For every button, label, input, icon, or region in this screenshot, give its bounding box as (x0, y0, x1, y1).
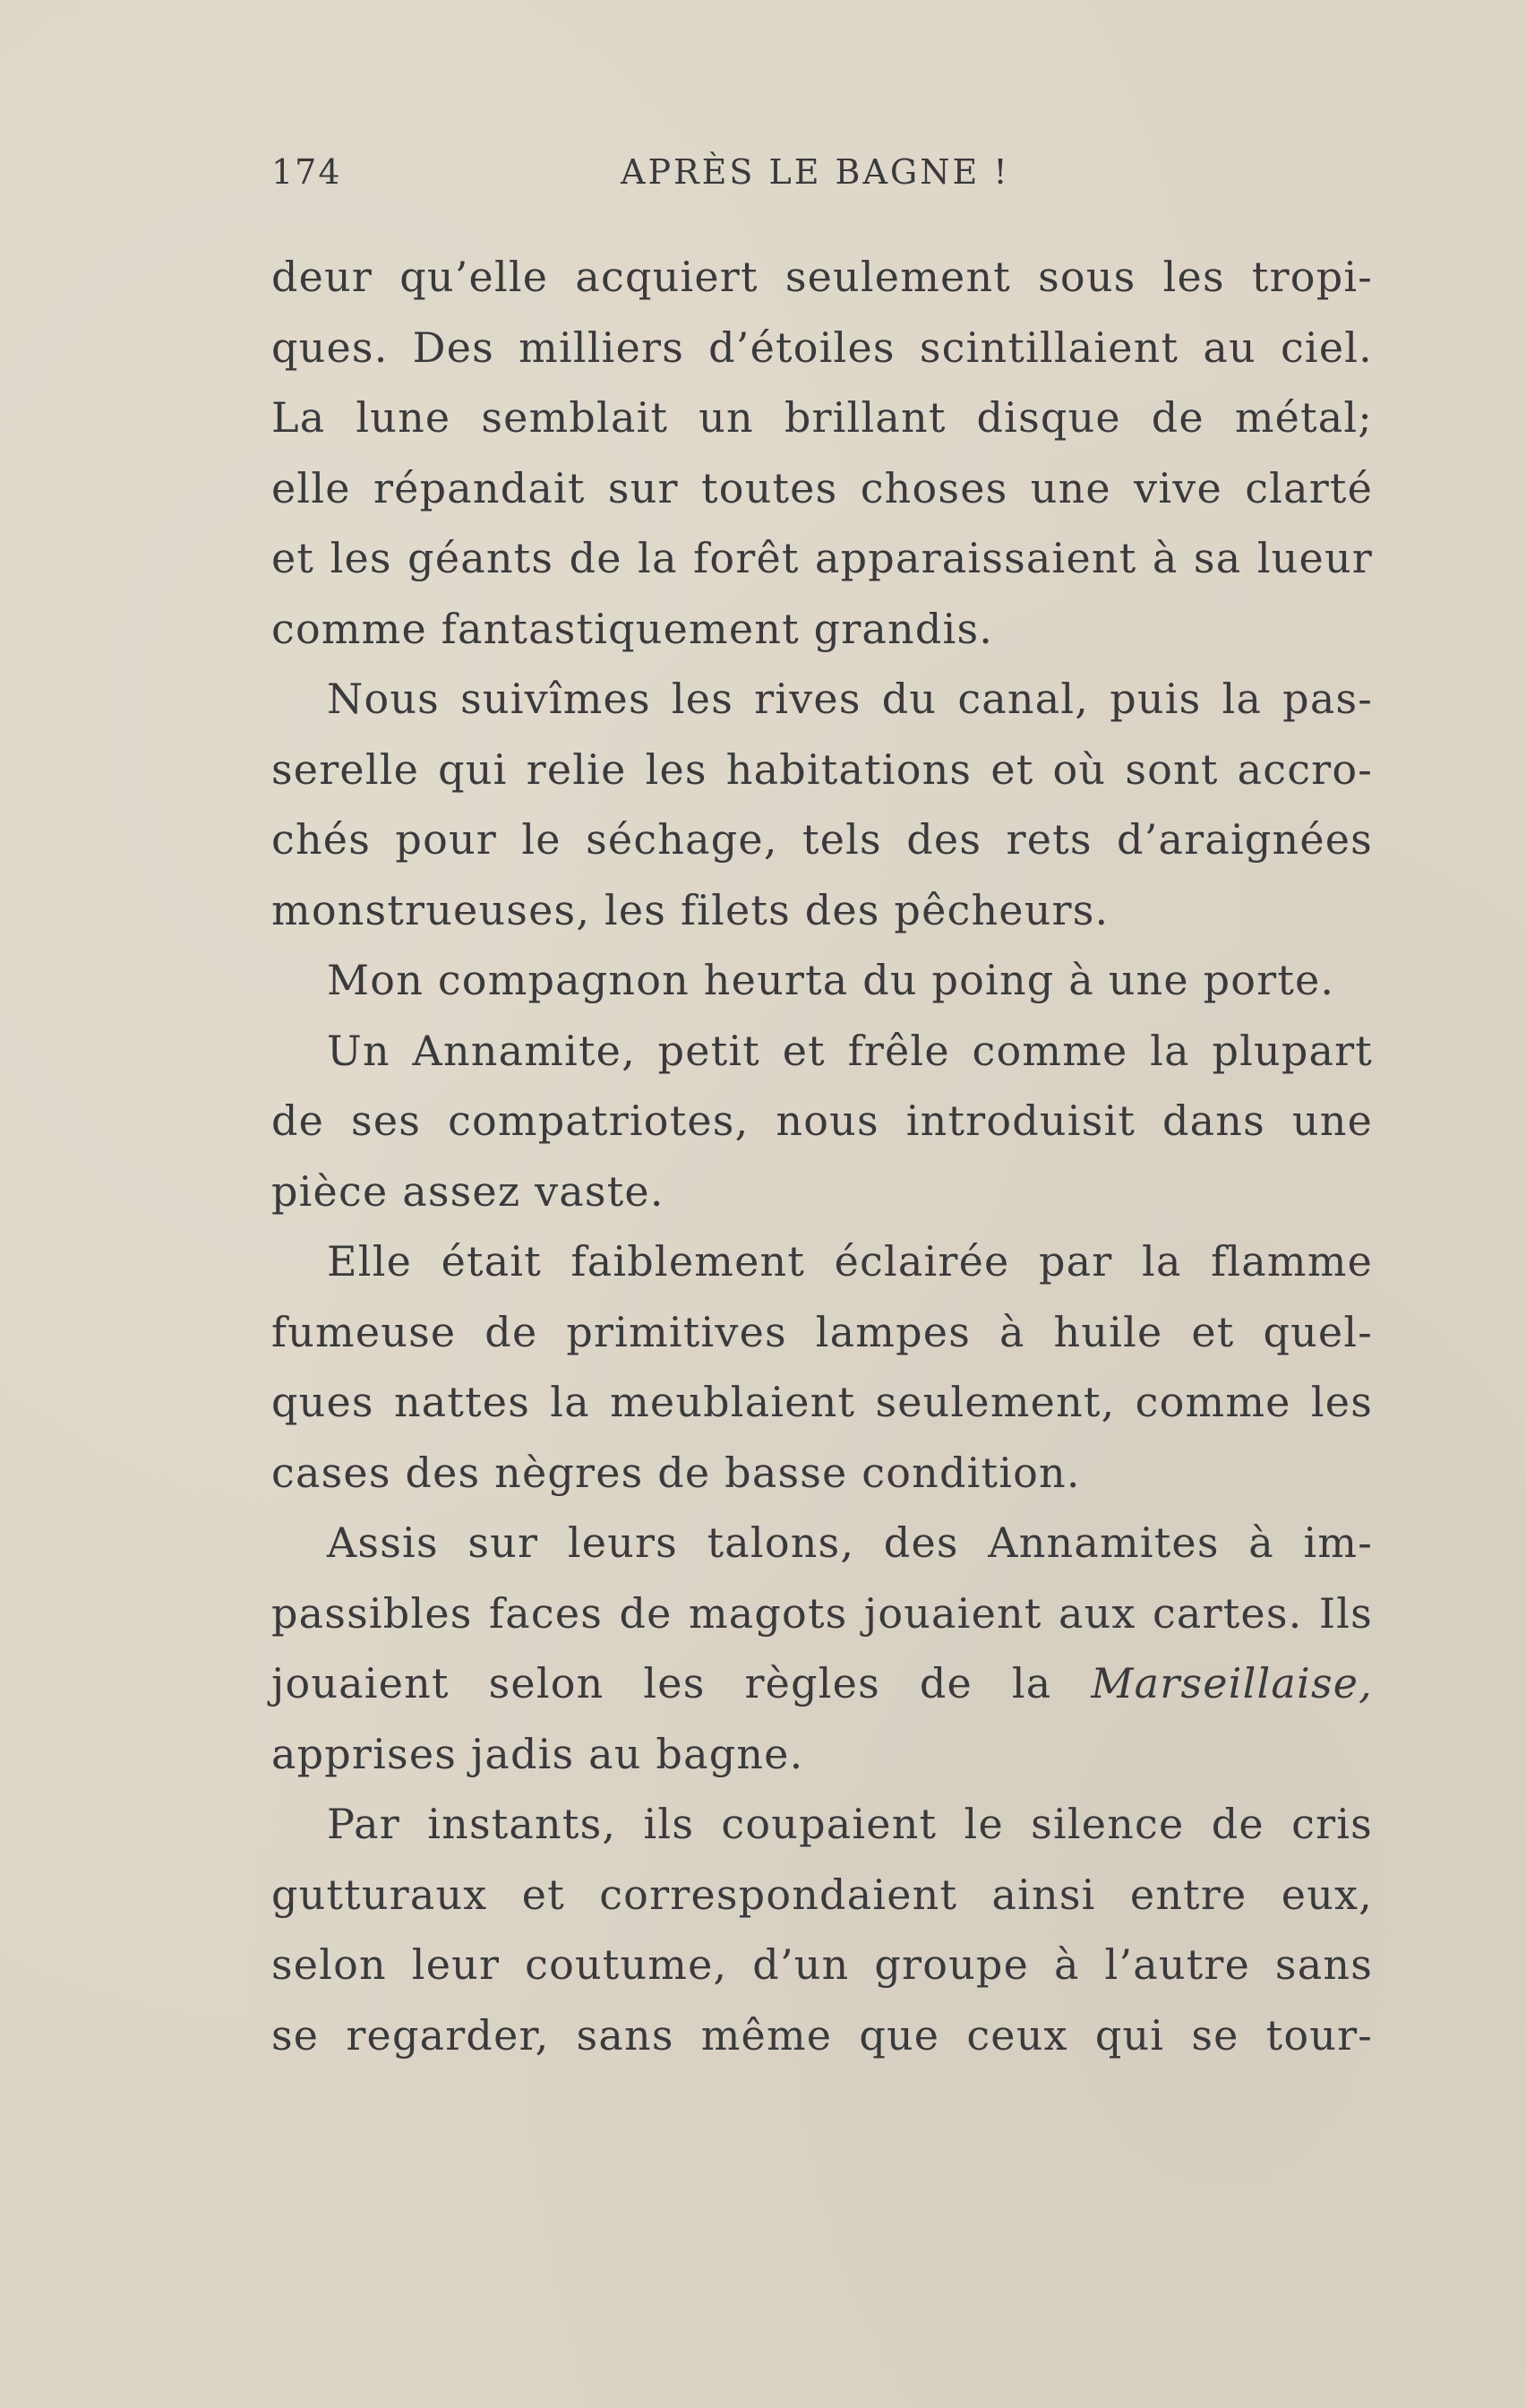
body-text (271, 242, 1373, 2070)
text-line: Mon compagnon heurta du poing à une porte. (327, 956, 1335, 1004)
text-line: Nous suivîmes les rives du canal, puis la pas- (327, 675, 1373, 723)
text-line: deur qu’elle acquiert seulement sous les tropi- (271, 253, 1373, 301)
text-line: fumeuse de primitives lampes à huile et quel- (271, 1307, 1373, 1356)
text-segment: jouaient selon les règles de la (271, 1659, 1052, 1707)
text-line: selon leur coutume, d’un groupe à l’autre sans (271, 1940, 1373, 1989)
text-line: ques. Des milliers d’étoiles scintillaient au ciel. (271, 322, 1373, 372)
text-line: cases des nègres de basse condition. (271, 1448, 1081, 1497)
running-title: APRÈS LE BAGNE ! (621, 152, 1010, 192)
text-line: ques nattes la meublaient seulement, comme les (271, 1378, 1373, 1426)
text-line: Par instants, ils coupaient le silence de cris (327, 1800, 1373, 1848)
page-number: 174 (271, 152, 342, 192)
text-line: apprises jadis au bagne. (271, 1729, 804, 1778)
text-line: chés pour le séchage, tels des rets d’araignées (271, 815, 1373, 864)
page-header (271, 152, 1373, 206)
text-line: se regarder, sans même que ceux qui se tour- (271, 2010, 1373, 2060)
text-line: Elle était faiblement éclairée par la flamme (327, 1237, 1373, 1286)
text-line: de ses compatriotes, nous introduisit dans une (271, 1096, 1373, 1145)
text-line: monstrueuses, les filets des pêcheurs. (271, 885, 1110, 934)
text-line: pièce assez vaste. (271, 1166, 664, 1216)
text-line-with-italic (271, 1648, 1373, 1719)
italic-title: Marseillaise, (1091, 1659, 1373, 1707)
text-line: gutturaux et correspondaient ainsi entre eux, (271, 1870, 1373, 1919)
text-line: Un Annamite, petit et frêle comme la plupart (327, 1026, 1373, 1075)
text-line: Assis sur leurs talons, des Annamites à im- (327, 1518, 1373, 1567)
text-line: et les géants de la forêt apparaissaient à sa lueur (271, 534, 1373, 582)
text-line: elle répandait sur toutes choses une vive clarté (271, 463, 1373, 512)
text-line: passibles faces de magots jouaient aux cartes. Ils (271, 1588, 1373, 1638)
text-line: comme fantastiquement grandis. (271, 604, 994, 653)
text-line: La lune semblait un brillant disque de métal; (271, 393, 1373, 442)
text-line: serelle qui relie les habitations et où sont accro- (271, 744, 1373, 794)
